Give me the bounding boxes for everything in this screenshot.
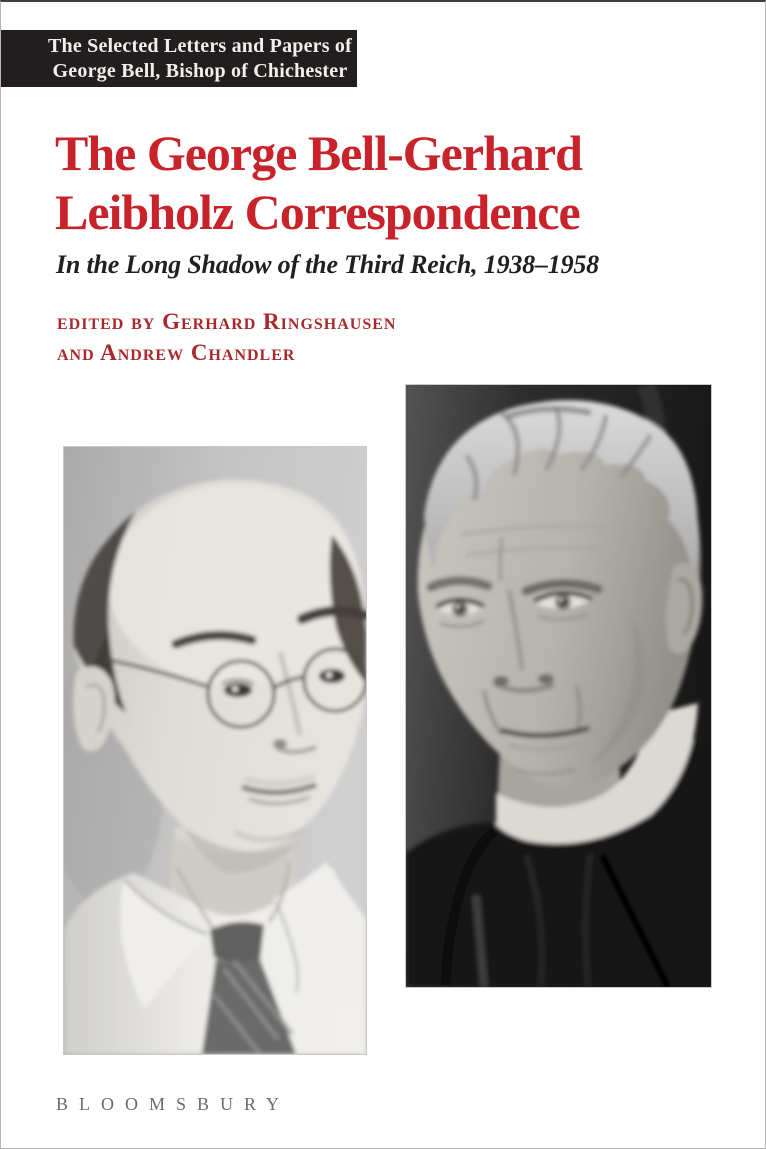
editors-credit-line2: and Andrew Chandler	[57, 340, 296, 365]
right-eye	[319, 669, 345, 683]
series-banner-line1: The Selected Letters and Papers of	[48, 34, 352, 57]
portrait-photo-george-bell	[406, 385, 711, 987]
portrait-gerhard-leibholz-illustration	[64, 447, 366, 1054]
portrait-george-bell-illustration	[406, 385, 711, 987]
book-title-line2: Leibholz Correspondence	[55, 184, 580, 240]
portrait-photo-gerhard-leibholz	[64, 447, 366, 1054]
editors-credit-line1: edited by Gerhard Ringshausen	[57, 309, 397, 334]
series-banner	[1, 30, 357, 87]
book-title	[55, 124, 582, 242]
book-subtitle: In the Long Shadow of the Third Reich, 1938–1958	[56, 250, 599, 279]
publisher-logo: BLOOMSBURY	[56, 1094, 291, 1114]
book-title-line1: The George Bell-Gerhard	[55, 125, 582, 181]
series-banner-line2: George Bell, Bishop of Chichester	[52, 59, 348, 82]
left-eye	[224, 683, 252, 697]
editors-credit	[57, 306, 396, 368]
